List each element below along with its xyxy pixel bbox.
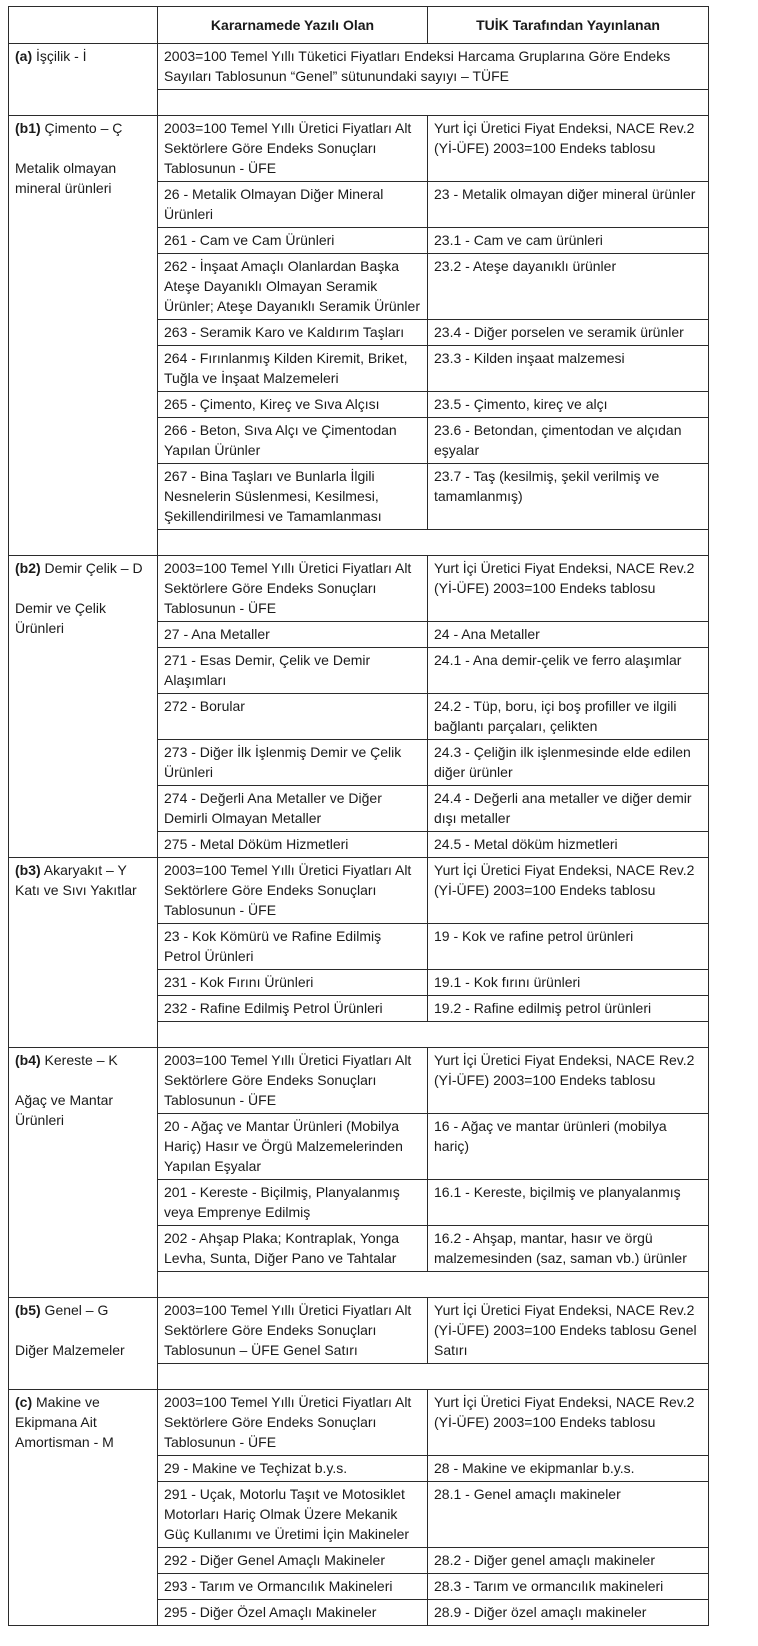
- section-code: (b4): [15, 1052, 41, 1068]
- decree-cell: 29 - Makine ve Teçhizat b.y.s.: [158, 1456, 428, 1482]
- section-subtitle: Demir ve Çelik Ürünleri: [15, 600, 107, 636]
- tuik-cell: 23.1 - Cam ve cam ürünleri: [428, 228, 709, 254]
- spacer-cell: [158, 530, 709, 556]
- tuik-cell: Yurt İçi Üretici Fiyat Endeksi, NACE Rev.2 (Yİ-ÜFE) 2003=100 Endeks tablosu: [428, 1390, 709, 1456]
- table-row: [9, 44, 709, 90]
- header-col2: Kararnamede Yazılı Olan: [158, 7, 428, 44]
- tuik-cell: Yurt İçi Üretici Fiyat Endeksi, NACE Rev.2 (Yİ-ÜFE) 2003=100 Endeks tablosu Genel Satırı: [428, 1298, 709, 1364]
- section-name: Akaryakıt – Y: [40, 862, 127, 878]
- decree-cell: 262 - İnşaat Amaçlı Olanlardan Başka Ateşe Dayanıklı Olmayan Seramik Ürünler; Ateşe Dayanıklı Seramik Ürünler: [158, 254, 428, 320]
- decree-cell: 273 - Diğer İlk İşlenmiş Demir ve Çelik Ürünleri: [158, 740, 428, 786]
- tuik-cell: 23.7 - Taş (kesilmiş, şekil verilmiş ve tamamlanmış): [428, 464, 709, 530]
- tuik-cell: Yurt İçi Üretici Fiyat Endeksi, NACE Rev.2 (Yİ-ÜFE) 2003=100 Endeks tablosu: [428, 556, 709, 622]
- decree-cell: 20 - Ağaç ve Mantar Ürünleri (Mobilya Hariç) Hasır ve Örgü Malzemelerinden Yapılan Eşyalar: [158, 1114, 428, 1180]
- decree-cell: 295 - Diğer Özel Amaçlı Makineler: [158, 1600, 428, 1626]
- section-subtitle: Metalik olmayan mineral ürünleri: [15, 160, 117, 196]
- decree-cell: 261 - Cam ve Cam Ürünleri: [158, 228, 428, 254]
- section-name: İşçilik - İ: [32, 48, 87, 64]
- table-header-row: [9, 7, 709, 44]
- section-title: [15, 46, 151, 66]
- table-row: [9, 1390, 709, 1456]
- tuik-cell: 23.5 - Çimento, kireç ve alçı: [428, 392, 709, 418]
- decree-cell: 272 - Borular: [158, 694, 428, 740]
- section-subtitle: Katı ve Sıvı Yakıtlar: [15, 882, 137, 898]
- tuik-cell: 24.2 - Tüp, boru, içi boş profiller ve ilgili bağlantı parçaları, çelikten: [428, 694, 709, 740]
- table-row: [9, 556, 709, 622]
- tuik-cell: 23.2 - Ateşe dayanıklı ürünler: [428, 254, 709, 320]
- decree-cell: 201 - Kereste - Biçilmiş, Planyalanmış veya Emprenye Edilmiş: [158, 1180, 428, 1226]
- tuik-cell: 24.4 - Değerli ana metaller ve diğer demir dışı metaller: [428, 786, 709, 832]
- decree-cell: 2003=100 Temel Yıllı Üretici Fiyatları Alt Sektörlere Göre Endeks Sonuçları Tablosunun – ÜFE Genel Satırı: [158, 1298, 428, 1364]
- spacer-cell: [158, 1272, 709, 1298]
- decree-cell: 265 - Çimento, Kireç ve Sıva Alçısı: [158, 392, 428, 418]
- decree-cell: 2003=100 Temel Yıllı Üretici Fiyatları Alt Sektörlere Göre Endeks Sonuçları Tablosunun - ÜFE: [158, 1048, 428, 1114]
- section-label-cell: [9, 1390, 158, 1626]
- tuik-cell: 28 - Makine ve ekipmanlar b.y.s.: [428, 1456, 709, 1482]
- table-row: [9, 1298, 709, 1364]
- decree-cell: 231 - Kok Fırını Ürünleri: [158, 970, 428, 996]
- section-title: [15, 1050, 151, 1070]
- tuik-cell: 28.9 - Diğer özel amaçlı makineler: [428, 1600, 709, 1626]
- decree-cell: 293 - Tarım ve Ormancılık Makineleri: [158, 1574, 428, 1600]
- table-row: [9, 116, 709, 182]
- section-code: (b2): [15, 560, 41, 576]
- tuik-cell: 24.3 - Çeliğin ilk işlenmesinde elde edilen diğer ürünler: [428, 740, 709, 786]
- decree-cell: 266 - Beton, Sıva Alçı ve Çimentodan Yapılan Ürünler: [158, 418, 428, 464]
- section-code: (c): [15, 1394, 33, 1410]
- section-code: (b3): [15, 862, 41, 878]
- table-row: [9, 1048, 709, 1114]
- decree-cell: 26 - Metalik Olmayan Diğer Mineral Ürünleri: [158, 182, 428, 228]
- table-row: [9, 858, 709, 924]
- section-title: [15, 1392, 151, 1452]
- tuik-cell: 24 - Ana Metaller: [428, 622, 709, 648]
- decree-cell: 264 - Fırınlanmış Kilden Kiremit, Briket, Tuğla ve İnşaat Malzemeleri: [158, 346, 428, 392]
- tuik-cell: 24.1 - Ana demir-çelik ve ferro alaşımlar: [428, 648, 709, 694]
- section-name: Genel – G: [40, 1302, 109, 1318]
- table-body: [9, 44, 709, 1626]
- section-name: Çimento – Ç: [40, 120, 123, 136]
- tuik-cell: 23.4 - Diğer porselen ve seramik ürünler: [428, 320, 709, 346]
- section-code: (a): [15, 48, 33, 64]
- section-title: [15, 118, 151, 138]
- tuik-cell: 23.3 - Kilden inşaat malzemesi: [428, 346, 709, 392]
- tuik-cell: 19.2 - Rafine edilmiş petrol ürünleri: [428, 996, 709, 1022]
- tuik-cell: Yurt İçi Üretici Fiyat Endeksi, NACE Rev.2 (Yİ-ÜFE) 2003=100 Endeks tablosu: [428, 1048, 709, 1114]
- spacer-cell: [158, 90, 709, 116]
- decree-cell: 291 - Uçak, Motorlu Taşıt ve Motosiklet Motorları Hariç Olmak Üzere Mekanik Güç Kullanımı ve Üretimi İçin Makineler: [158, 1482, 428, 1548]
- tuik-cell: 24.5 - Metal döküm hizmetleri: [428, 832, 709, 858]
- section-label-cell: [9, 1048, 158, 1298]
- spacer-cell: [158, 1022, 709, 1048]
- tuik-cell: 16 - Ağaç ve mantar ürünleri (mobilya hariç): [428, 1114, 709, 1180]
- tuik-cell: Yurt İçi Üretici Fiyat Endeksi, NACE Rev.2 (Yİ-ÜFE) 2003=100 Endeks tablosu: [428, 116, 709, 182]
- decree-cell: 275 - Metal Döküm Hizmetleri: [158, 832, 428, 858]
- section-label-cell: [9, 116, 158, 556]
- decree-cell: 2003=100 Temel Yıllı Üretici Fiyatları Alt Sektörlere Göre Endeks Sonuçları Tablosunun - ÜFE: [158, 1390, 428, 1456]
- decree-cell: 202 - Ahşap Plaka; Kontraplak, Yonga Levha, Sunta, Diğer Pano ve Tahtalar: [158, 1226, 428, 1272]
- section-label-cell: [9, 44, 158, 116]
- decree-cell: 271 - Esas Demir, Çelik ve Demir Alaşımları: [158, 648, 428, 694]
- section-title: [15, 558, 151, 578]
- section-name: Kereste – K: [40, 1052, 118, 1068]
- decree-cell: 2003=100 Temel Yıllı Üretici Fiyatları Alt Sektörlere Göre Endeks Sonuçları Tablosunun - ÜFE: [158, 116, 428, 182]
- section-label-cell: [9, 858, 158, 1048]
- decree-cell: 267 - Bina Taşları ve Bunlarla İlgili Nesnelerin Süslenmesi, Kesilmesi, Şekillendirilmesi ve Tamamlanması: [158, 464, 428, 530]
- decree-cell: 292 - Diğer Genel Amaçlı Makineler: [158, 1548, 428, 1574]
- section-label-cell: [9, 556, 158, 858]
- tuik-cell: 16.1 - Kereste, biçilmiş ve planyalanmış: [428, 1180, 709, 1226]
- tuik-cell: Yurt İçi Üretici Fiyat Endeksi, NACE Rev.2 (Yİ-ÜFE) 2003=100 Endeks tablosu: [428, 858, 709, 924]
- decree-cell: 263 - Seramik Karo ve Kaldırım Taşları: [158, 320, 428, 346]
- tuik-cell: 23 - Metalik olmayan diğer mineral ürünler: [428, 182, 709, 228]
- header-col3: TUİK Tarafından Yayınlanan: [428, 7, 709, 44]
- section-subtitle: Diğer Malzemeler: [15, 1342, 125, 1358]
- decree-cell: 232 - Rafine Edilmiş Petrol Ürünleri: [158, 996, 428, 1022]
- tuik-cell: 28.3 - Tarım ve ormancılık makineleri: [428, 1574, 709, 1600]
- decree-cell: 274 - Değerli Ana Metaller ve Diğer Demirli Olmayan Metaller: [158, 786, 428, 832]
- section-name: Demir Çelik – D: [40, 560, 143, 576]
- decree-cell: 23 - Kok Kömürü ve Rafine Edilmiş Petrol Ürünleri: [158, 924, 428, 970]
- tuik-cell: 28.1 - Genel amaçlı makineler: [428, 1482, 709, 1548]
- merged-description-cell: 2003=100 Temel Yıllı Tüketici Fiyatları Endeksi Harcama Gruplarına Göre Endeks Sayıları Tablosunun “Genel” sütunundaki sayıyı – TÜFE: [158, 44, 709, 90]
- tuik-cell: 16.2 - Ahşap, mantar, hasır ve örgü malzemesinden (saz, saman vb.) ürünler: [428, 1226, 709, 1272]
- section-title: [15, 860, 151, 880]
- header-col1: [9, 7, 158, 44]
- tuik-cell: 28.2 - Diğer genel amaçlı makineler: [428, 1548, 709, 1574]
- tuik-cell: 19 - Kok ve rafine petrol ürünleri: [428, 924, 709, 970]
- decree-cell: 27 - Ana Metaller: [158, 622, 428, 648]
- decree-cell: 2003=100 Temel Yıllı Üretici Fiyatları Alt Sektörlere Göre Endeks Sonuçları Tablosunun - ÜFE: [158, 858, 428, 924]
- section-label-cell: [9, 1298, 158, 1390]
- index-comparison-table: [8, 6, 709, 1626]
- section-subtitle: Ağaç ve Mantar Ürünleri: [15, 1092, 114, 1128]
- tuik-cell: 19.1 - Kok fırını ürünleri: [428, 970, 709, 996]
- section-title: [15, 1300, 151, 1320]
- section-name: Makine ve Ekipmana Ait Amortisman - M: [15, 1394, 114, 1450]
- spacer-cell: [158, 1364, 709, 1390]
- decree-cell: 2003=100 Temel Yıllı Üretici Fiyatları Alt Sektörlere Göre Endeks Sonuçları Tablosunun - ÜFE: [158, 556, 428, 622]
- section-code: (b1): [15, 120, 41, 136]
- tuik-cell: 23.6 - Betondan, çimentodan ve alçıdan eşyalar: [428, 418, 709, 464]
- section-code: (b5): [15, 1302, 41, 1318]
